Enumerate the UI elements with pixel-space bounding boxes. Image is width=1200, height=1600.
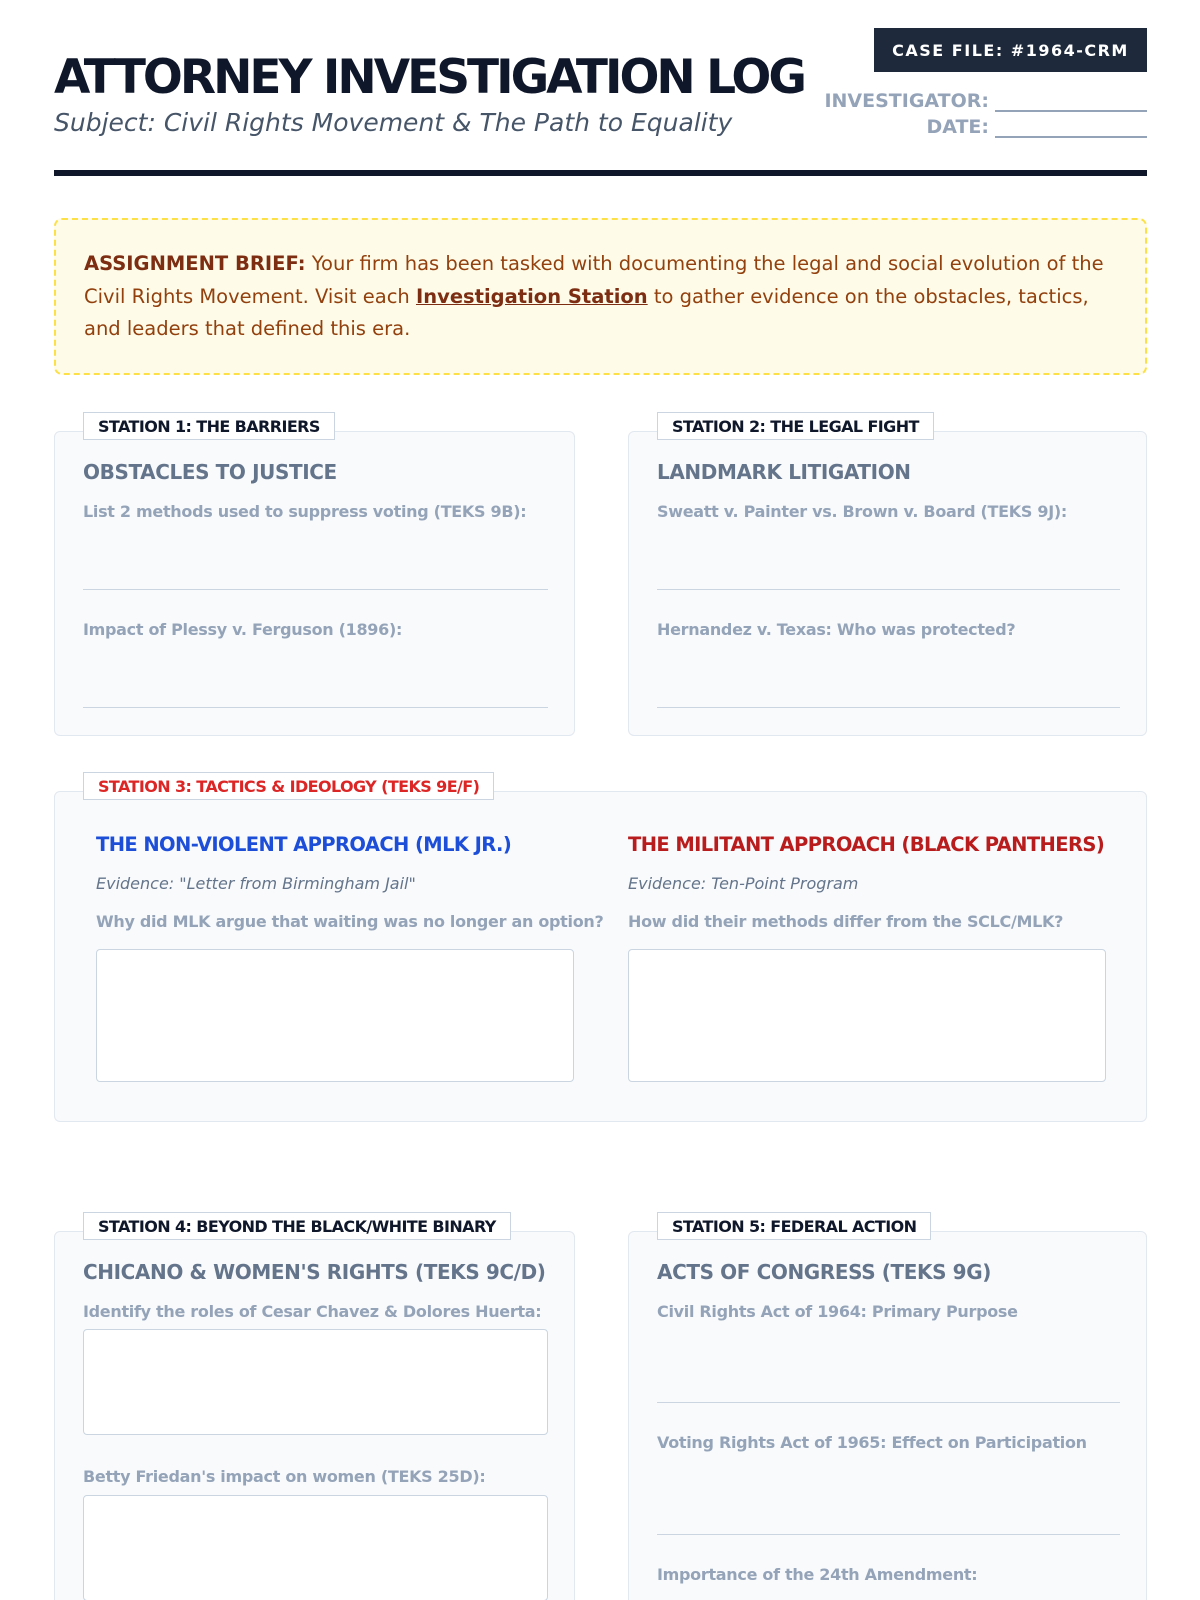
worksheet-header (54, 28, 1147, 178)
station-4-heading: CHICANO & WOMEN'S RIGHTS (TEKS 9C/D) (83, 1260, 546, 1284)
station-4-prompt-1: Identify the roles of Cesar Chavez & Dolores Huerta: (83, 1302, 542, 1321)
non-violent-heading: THE NON-VIOLENT APPROACH (MLK JR.) (96, 833, 512, 856)
station-4-answer-box-1[interactable] (83, 1329, 548, 1435)
station-4-answer-box-2[interactable] (83, 1495, 548, 1600)
non-violent-evidence: Evidence: "Letter from Birmingham Jail" (96, 874, 416, 893)
station-5-prompt-3: Importance of the 24th Amendment: (657, 1565, 978, 1584)
station-2-answer-line-2[interactable] (657, 707, 1120, 708)
station-2-card (628, 416, 1147, 736)
assignment-brief (54, 218, 1147, 375)
station-1-card (54, 416, 575, 736)
station-2-tab: STATION 2: THE LEGAL FIGHT (657, 412, 934, 440)
non-violent-answer-box[interactable] (96, 949, 574, 1082)
station-5-tab: STATION 5: FEDERAL ACTION (657, 1212, 931, 1240)
header-divider (54, 170, 1147, 176)
station-4-tab: STATION 4: BEYOND THE BLACK/WHITE BINARY (83, 1212, 511, 1240)
station-4-card (54, 1216, 575, 1600)
militant-heading: THE MILITANT APPROACH (BLACK PANTHERS) (628, 833, 1105, 856)
investigator-label: INVESTIGATOR: (824, 90, 989, 112)
station-3-tab: STATION 3: TACTICS & IDEOLOGY (TEKS 9E/F) (83, 772, 494, 800)
militant-evidence: Evidence: Ten-Point Program (628, 874, 859, 893)
station-1-prompt-1: List 2 methods used to suppress voting (TEKS 9B): (83, 502, 527, 521)
date-blank[interactable] (995, 120, 1147, 138)
station-1-tab: STATION 1: THE BARRIERS (83, 412, 335, 440)
station-5-answer-line-1[interactable] (657, 1402, 1120, 1403)
station-1-heading: OBSTACLES TO JUSTICE (83, 460, 337, 484)
station-1-answer-line-1[interactable] (83, 589, 548, 590)
non-violent-prompt: Why did MLK argue that waiting was no longer an option? (96, 912, 604, 931)
investigator-field[interactable] (824, 90, 1147, 112)
brief-text-1: Your firm has been tasked with documenting the legal and social evolution of the Civil Rights Movement. Visit each (84, 252, 1104, 308)
page-subtitle: Subject: Civil Rights Movement & The Path to Equality (54, 108, 733, 137)
station-2-answer-line-1[interactable] (657, 589, 1120, 590)
station-5-card (628, 1216, 1147, 1600)
station-5-prompt-1: Civil Rights Act of 1964: Primary Purpose (657, 1302, 1018, 1321)
investigator-blank[interactable] (995, 94, 1147, 112)
station-5-heading: ACTS OF CONGRESS (TEKS 9G) (657, 1260, 991, 1284)
page-title: ATTORNEY INVESTIGATION LOG (54, 50, 804, 105)
station-3-card (54, 776, 1147, 1122)
brief-lead: ASSIGNMENT BRIEF: (84, 252, 306, 275)
station-1-answer-line-2[interactable] (83, 707, 548, 708)
militant-prompt: How did their methods differ from the SCLC/MLK? (628, 912, 1064, 931)
station-4-prompt-2: Betty Friedan's impact on women (TEKS 25D): (83, 1467, 486, 1486)
investigation-station-link[interactable]: Investigation Station (415, 284, 648, 308)
station-5-answer-line-2[interactable] (657, 1534, 1120, 1535)
case-file-badge: CASE FILE: #1964-CRM (874, 28, 1147, 72)
date-label: DATE: (926, 116, 989, 138)
station-5-prompt-2: Voting Rights Act of 1965: Effect on Participation (657, 1433, 1087, 1452)
militant-answer-box[interactable] (628, 949, 1106, 1082)
station-2-prompt-1: Sweatt v. Painter vs. Brown v. Board (TEKS 9J): (657, 502, 1067, 521)
station-2-prompt-2: Hernandez v. Texas: Who was protected? (657, 620, 1016, 639)
station-1-prompt-2: Impact of Plessy v. Ferguson (1896): (83, 620, 403, 639)
date-field[interactable] (926, 116, 1147, 138)
brief-text-2: to gather evidence on the obstacles, tactics, and leaders that defined this era. (84, 284, 1089, 340)
station-2-heading: LANDMARK LITIGATION (657, 460, 911, 484)
